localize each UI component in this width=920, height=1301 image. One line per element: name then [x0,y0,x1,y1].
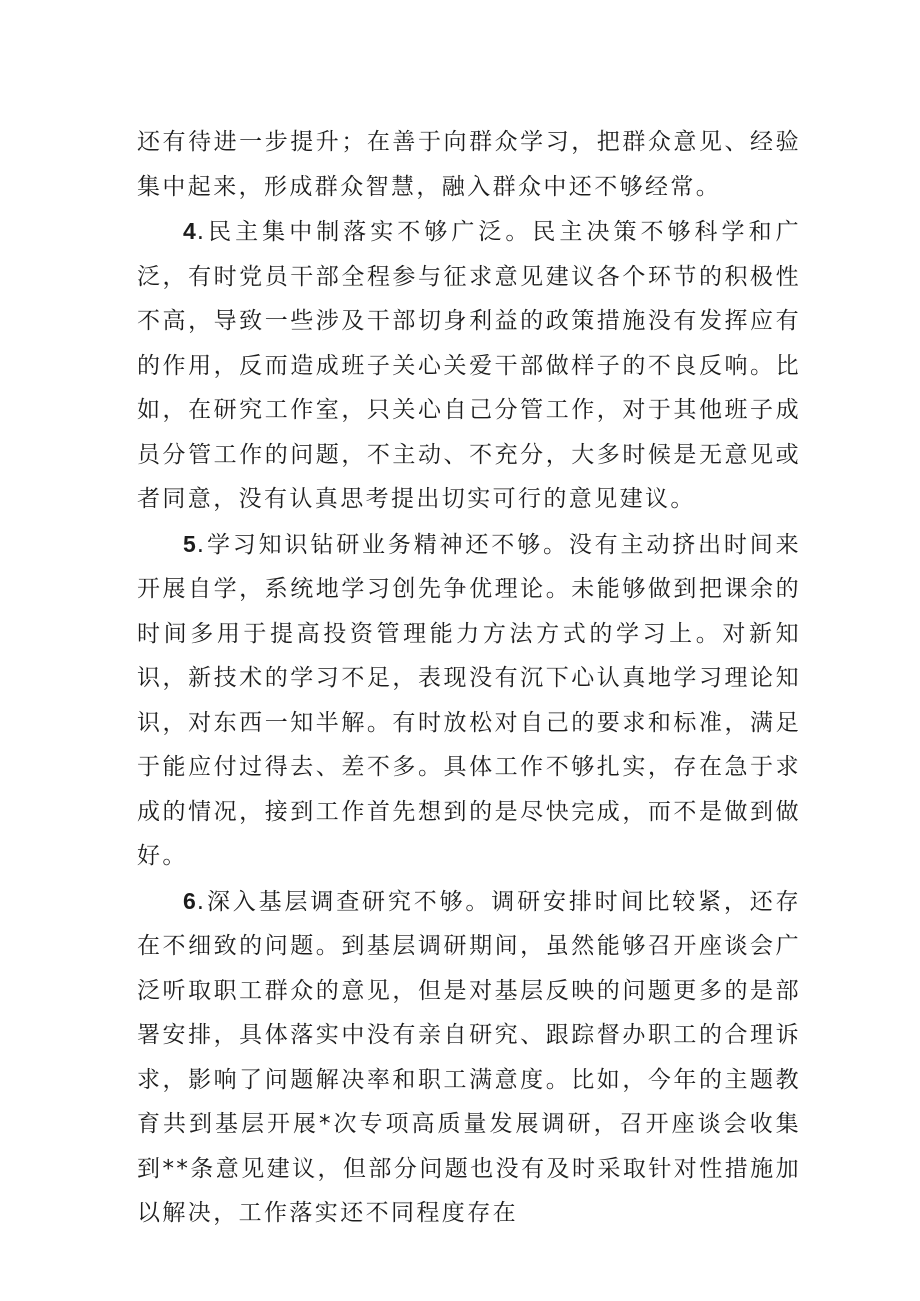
item-number: 6 [183,887,197,914]
paragraph-text: .深入基层调查研究不够。调研安排时间比较紧，还存在不细致的问题。到基层调研期间，虽然能够召开座谈会广泛听取职工群众的意见，但是对基层反映的问题更多的是部署安排，具体落实中没有亲自研究、跟踪督办职工的合理诉求，影响了问题解决率和职工满意度。比如，今年的主题教育共到基层开展*次专项高质量发展调研，召开座谈会收集到**条意见建议，但部分问题也没有及时采取针对性措施加以解决，工作落实还不同程度存在 [137,888,801,1226]
paragraph-continued [137,120,801,209]
paragraph-text: 还有待进一步提升；在善于向群众学习，把群众意见、经验集中起来，形成群众智慧，融入群众中还不够经常。 [137,129,801,200]
paragraph-item-5 [137,522,801,879]
item-number: 5 [183,530,197,557]
paragraph-item-4 [137,209,801,522]
item-number: 4 [183,218,197,244]
paragraph-text: .民主集中制落实不够广泛。民主决策不够科学和广泛，有时党员干部全程参与征求意见建议各个环节的积极性不高，导致一些涉及干部切身利益的政策措施没有发挥应有的作用，反而造成班子关心关爱干部做样子的不良反响。比如，在研究工作室，只关心自己分管工作，对于其他班子成员分管工作的问题，不主动、不充分，大多时候是无意见或者同意，没有认真思考提出切实可行的意见建议。 [137,219,801,512]
paragraph-text: .学习知识钻研业务精神还不够。没有主动挤出时间来开展自学，系统地学习创先争优理论。未能够做到把课余的时间多用于提高投资管理能力方法方式的学习上。对新知识，新技术的学习不足，表现没有沉下心认真地学习理论知识，对东西一知半解。有时放松对自己的要求和标准，满足于能应付过得去、差不多。具体工作不够扎实，存在急于求成的情况，接到工作首先想到的是尽快完成，而不是做到做好。 [137,531,801,869]
document-body [137,120,801,1236]
paragraph-item-6 [137,879,801,1236]
